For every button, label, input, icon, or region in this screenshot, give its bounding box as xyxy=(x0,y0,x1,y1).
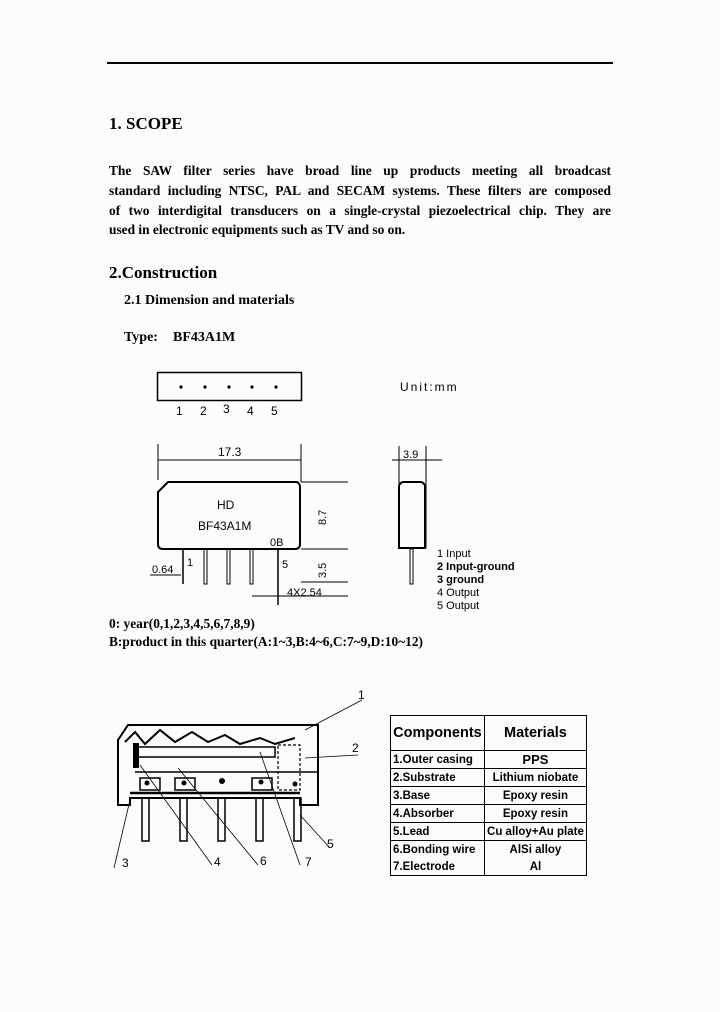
header-materials: Materials xyxy=(484,716,586,751)
cross-section-drawing xyxy=(100,680,380,880)
section-2-heading: 2.Construction xyxy=(109,263,218,282)
scope-line: The SAW filter series have broad line up products meeting all broadcast xyxy=(109,163,611,178)
svg-text:2 Input-ground: 2 Input-ground xyxy=(437,561,515,573)
svg-text:HD: HD xyxy=(217,498,235,512)
svg-text:17.3: 17.3 xyxy=(218,445,242,459)
svg-text:4: 4 xyxy=(247,404,254,418)
svg-text:1 Input: 1 Input xyxy=(437,548,471,560)
quarter-note: B:product in this quarter(A:1~3,B:4~6,C:7~9,D:10~12) xyxy=(109,634,424,649)
svg-text:Unit:mm: Unit:mm xyxy=(400,380,459,394)
table-row: 4.Absorber Epoxy resin xyxy=(391,805,587,823)
table-row: 6.Bonding wire AlSi alloy xyxy=(391,841,587,859)
svg-text:1: 1 xyxy=(187,557,194,569)
svg-text:3.5: 3.5 xyxy=(317,562,329,578)
table-row: 7.Electrode Al xyxy=(391,858,587,876)
svg-text:7: 7 xyxy=(305,855,312,869)
materials-table xyxy=(390,715,587,876)
svg-text:2: 2 xyxy=(200,404,207,418)
svg-text:3 ground: 3 ground xyxy=(437,574,485,586)
svg-text:4 Output: 4 Output xyxy=(437,587,480,599)
svg-text:4X2.54: 4X2.54 xyxy=(287,587,322,599)
svg-text:6: 6 xyxy=(260,854,267,868)
section-1-heading: 1. SCOPE xyxy=(109,114,183,133)
svg-text:3: 3 xyxy=(122,856,129,870)
svg-text:0.64: 0.64 xyxy=(152,564,174,576)
svg-text:5 Output: 5 Output xyxy=(437,600,480,612)
type-value: BF43A1M xyxy=(173,330,236,345)
table-row: 1.Outer casing PPS xyxy=(391,751,587,769)
svg-text:4: 4 xyxy=(214,855,221,869)
svg-text:1: 1 xyxy=(358,688,365,702)
table-row: 2.Substrate Lithium niobate xyxy=(391,769,587,787)
year-note: 0: year(0,1,2,3,4,5,6,7,8,9) xyxy=(109,616,255,631)
svg-text:BF43A1M: BF43A1M xyxy=(198,519,252,533)
svg-text:8.7: 8.7 xyxy=(317,509,329,525)
scope-line: of two interdigital transducers on a single-crystal piezoelectrical chip. They are xyxy=(109,202,611,218)
svg-text:3.9: 3.9 xyxy=(403,449,419,461)
type-label: Type: xyxy=(124,330,158,345)
svg-text:5: 5 xyxy=(282,559,289,571)
svg-text:5: 5 xyxy=(271,404,278,418)
table-row: 3.Base Epoxy resin xyxy=(391,787,587,805)
table-row: 5.Lead Cu alloy+Au plate xyxy=(391,823,587,841)
section-2-1-heading: 2.1 Dimension and materials xyxy=(124,293,295,308)
header-components: Components xyxy=(391,716,485,751)
scope-line: standard including NTSC, PAL and SECAM systems. These filters are composed xyxy=(109,182,611,198)
svg-text:2: 2 xyxy=(352,741,359,755)
svg-text:3: 3 xyxy=(223,402,230,416)
svg-text:0B: 0B xyxy=(270,537,284,549)
svg-text:5: 5 xyxy=(327,837,334,851)
scope-line: used in electronic equipments such as TV and so on. xyxy=(109,222,406,238)
pin-number: 1 xyxy=(176,404,183,418)
